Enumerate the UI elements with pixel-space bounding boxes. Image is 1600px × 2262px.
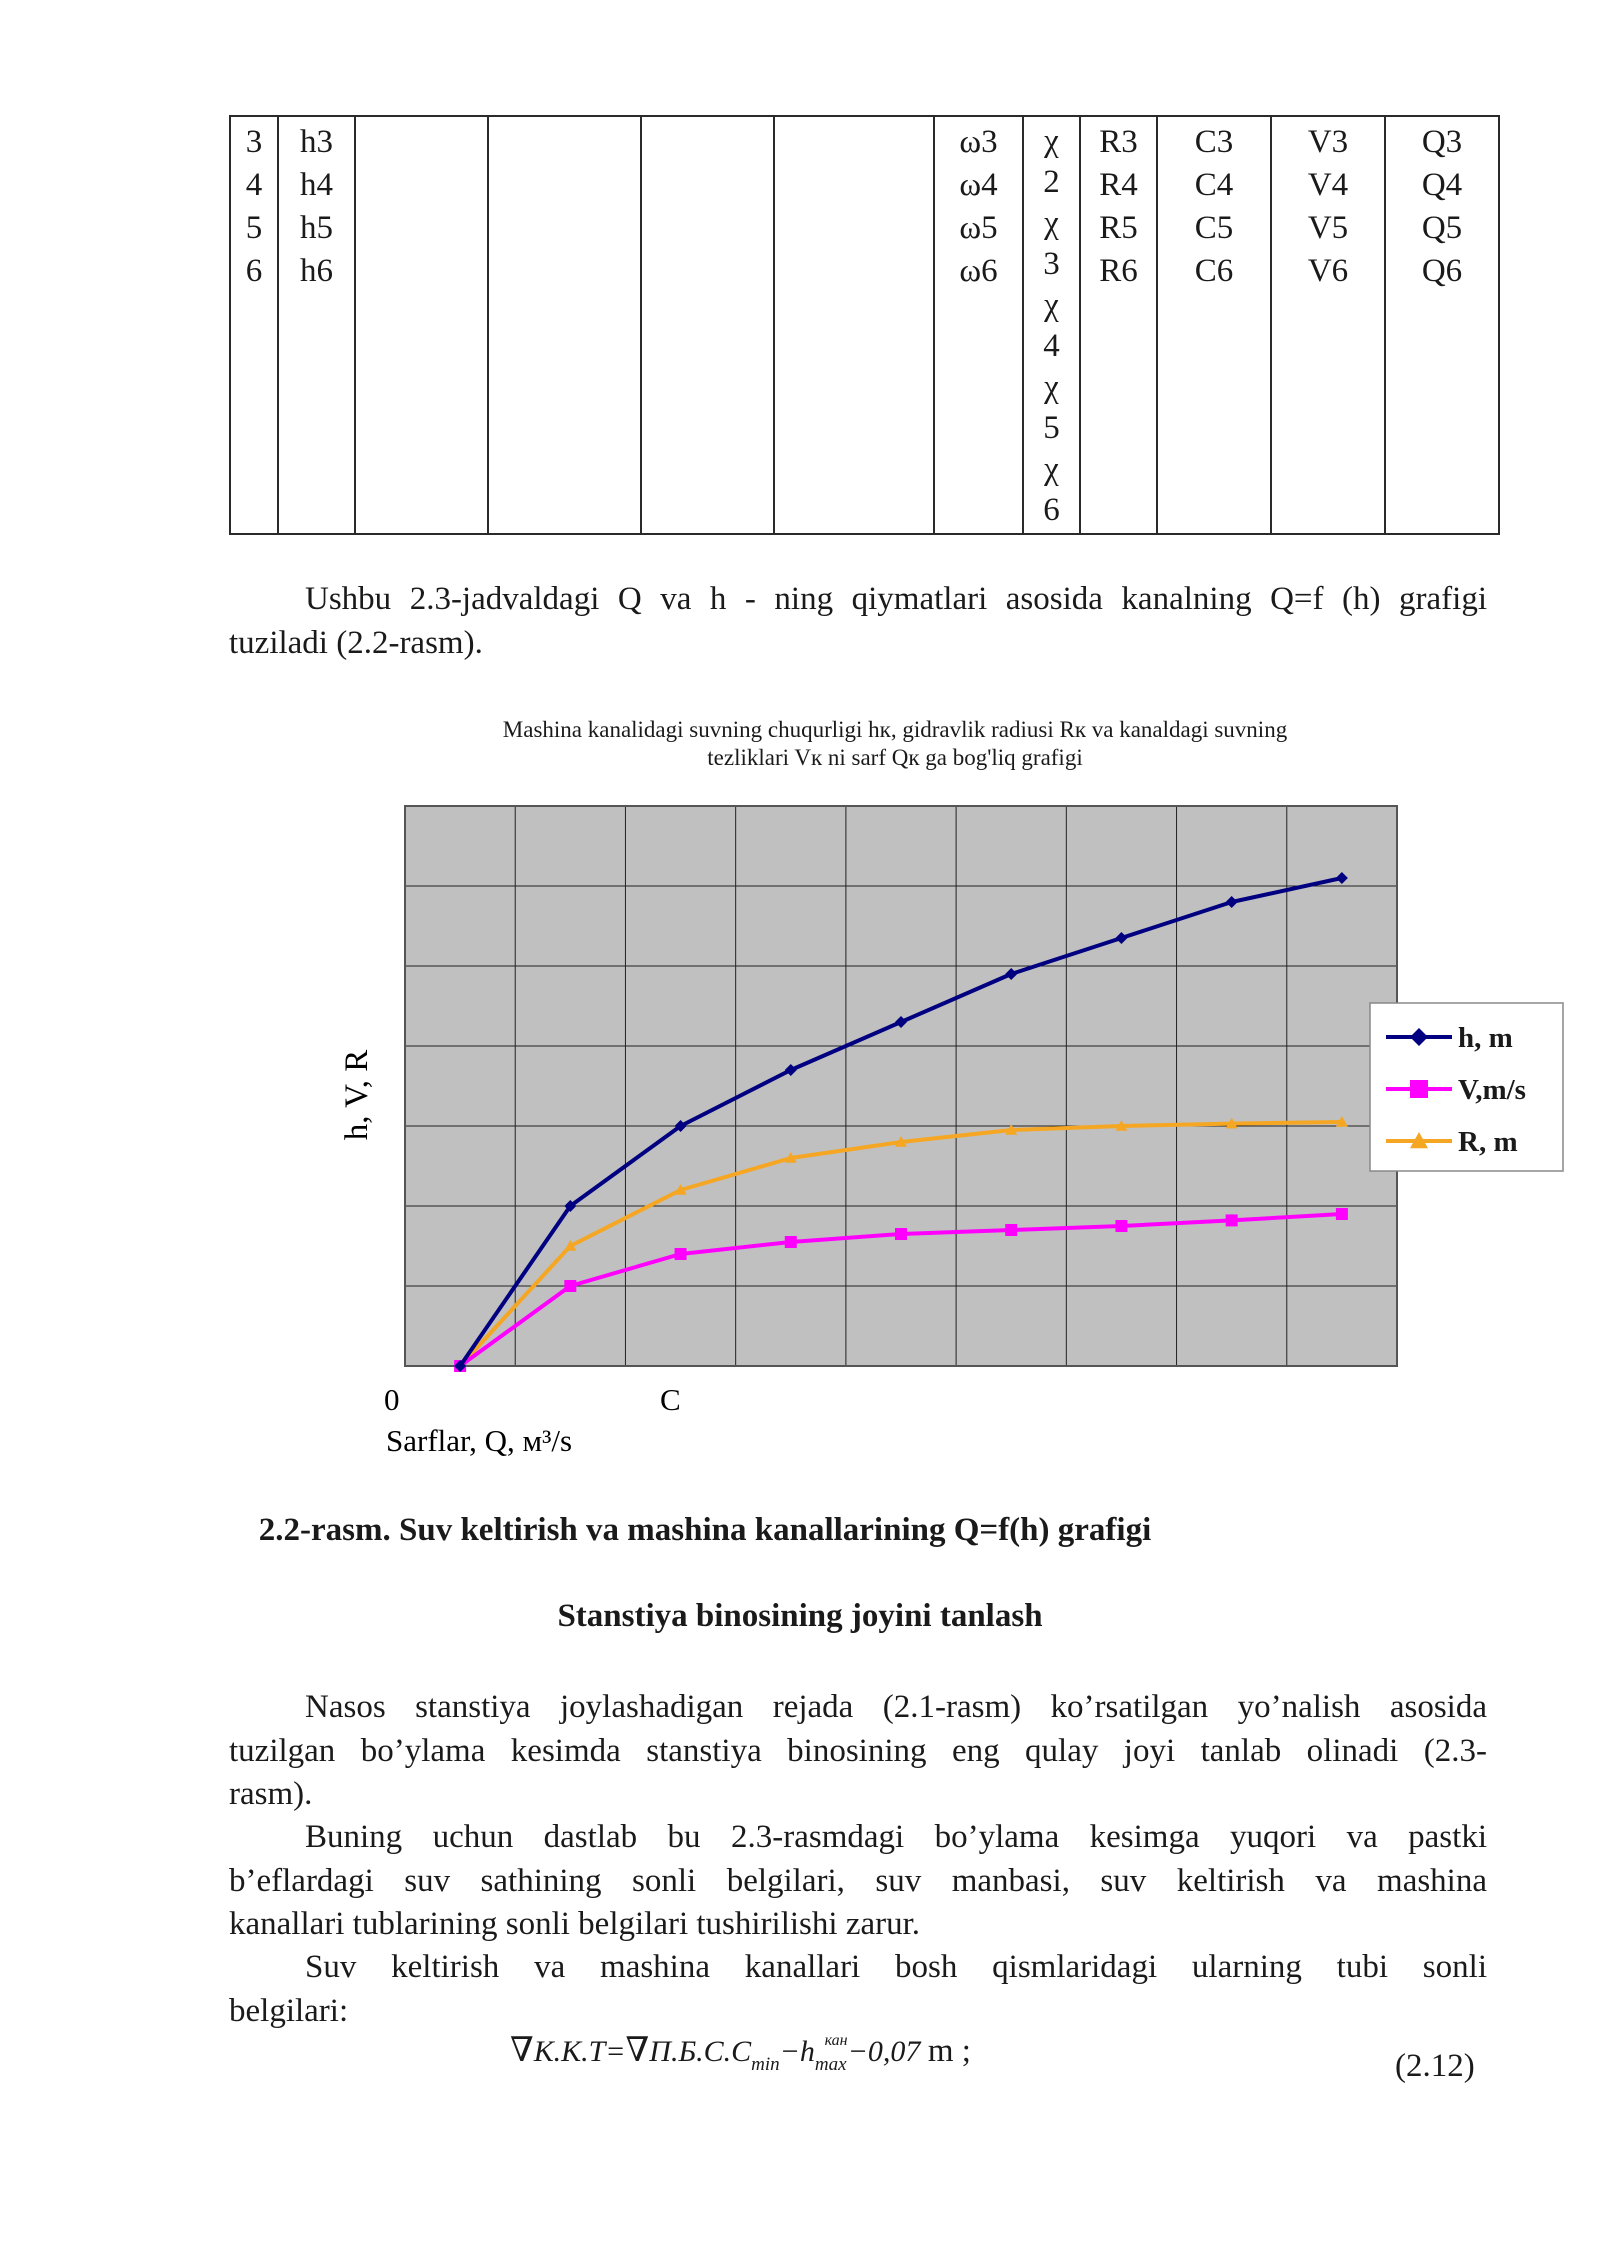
table-cell-index: 3 4 5 6 bbox=[230, 116, 278, 534]
paragraph-line: tuzilgan bo’ylama kesimda stanstiya binosining eng qulay joyi tanlab olinadi (2.3- bbox=[229, 1732, 1487, 1769]
data-point bbox=[564, 1280, 576, 1292]
equation-number: (2.12) bbox=[1395, 2048, 1475, 2084]
paragraph-line: tuziladi (2.2-rasm). bbox=[229, 624, 483, 661]
table-cell-omega: ω3 ω4 ω5 ω6 bbox=[934, 116, 1023, 534]
paragraph-location bbox=[229, 1686, 1487, 1817]
plot-area bbox=[405, 806, 1397, 1366]
paragraph-line: Nasos stanstiya joylashadigan rejada (2.1-rasm) ko’rsatilgan yo’nalish asosida bbox=[305, 1689, 1487, 1725]
chart-title-line: Mashina kanalidagi suvning chuqurligi hк, gidravlik radiusi Rк va kanaldagi suvning bbox=[502, 717, 1288, 742]
formula-lhs: К.К.Т= bbox=[533, 2035, 626, 2068]
chart-title-line: tezliklari Vк ni sarf Qк ga bog'liq grafigi bbox=[707, 745, 1083, 770]
formula-tail: −0,07 bbox=[847, 2035, 921, 2068]
paragraph-line: belgilari: bbox=[229, 1992, 349, 2029]
data-point bbox=[1226, 1214, 1238, 1226]
data-point bbox=[785, 1236, 797, 1248]
x-tick-label: C bbox=[660, 1382, 681, 1417]
paragraph-line: Ushbu 2.3-jadvaldagi Q va h - ning qiymatlari asosida kanalning Q=f (h) grafigi bbox=[305, 581, 1487, 617]
formula-superscript: кан bbox=[824, 2032, 848, 2049]
paragraph-line: Suv keltirish va mashina kanallari bosh qismlaridagi ularning tubi sonli bbox=[305, 1949, 1487, 1985]
legend-label: h, m bbox=[1458, 1022, 1513, 1054]
data-point bbox=[675, 1248, 687, 1260]
formula-unit: m ; bbox=[927, 2033, 971, 2069]
paragraph-line: rasm). bbox=[229, 1776, 313, 1812]
legend-marker bbox=[1410, 1080, 1428, 1098]
nabla-symbol: ∇ bbox=[625, 2032, 650, 2069]
table-cell-chi: χ 2 χ 3 χ 4 χ 5 χ 6 bbox=[1023, 116, 1080, 534]
paragraph-marks bbox=[229, 1816, 1487, 1947]
table-cell-h: h3 h4 h5 h6 bbox=[278, 116, 355, 534]
formula bbox=[510, 2030, 971, 2076]
legend-label: R, m bbox=[1458, 1126, 1518, 1158]
table-cell-v: V3 V4 V5 V6 bbox=[1271, 116, 1385, 534]
data-point bbox=[895, 1228, 907, 1240]
formula-h: −h bbox=[779, 2035, 815, 2068]
formula-rhs: П.Б.С.С bbox=[649, 2035, 752, 2068]
x-tick-label: 0 bbox=[384, 1382, 400, 1417]
section-heading: Stanstiya binosining joyini tanlash bbox=[557, 1598, 1043, 1634]
plot-layer bbox=[405, 806, 1397, 1372]
paragraph-canal-bottom bbox=[229, 1946, 1487, 2033]
y-axis-label: h, V, R bbox=[339, 1049, 375, 1141]
formula-subscript: min bbox=[751, 2054, 780, 2075]
data-point bbox=[1005, 1224, 1017, 1236]
nabla-symbol: ∇ bbox=[510, 2032, 534, 2069]
data-point bbox=[1115, 1220, 1127, 1232]
formula-subscript: max bbox=[814, 2054, 847, 2075]
paragraph-line: kanallari tublarining sonli belgilari tushirilishi zarur. bbox=[229, 1906, 921, 1942]
x-axis-label: Sarflar, Q, м³/s bbox=[386, 1423, 573, 1458]
paragraph-line: Buning uchun dastlab bu 2.3-rasmdagi bo’ylama kesimga yuqori va pastki bbox=[305, 1819, 1487, 1855]
data-point bbox=[1336, 1208, 1348, 1220]
legend bbox=[1370, 1003, 1563, 1171]
figure-caption: 2.2-rasm. Suv keltirish va mashina kanallarining Q=f(h) grafigi bbox=[258, 1512, 1152, 1548]
table-cell-r: R3 R4 R5 R6 bbox=[1080, 116, 1157, 534]
table-cell-c: C3 C4 C5 C6 bbox=[1157, 116, 1271, 534]
table-cell-q: Q3 Q4 Q5 Q6 bbox=[1385, 116, 1499, 534]
legend-label: V,m/s bbox=[1458, 1074, 1526, 1106]
paragraph-line: b’eflardagi suv sathining sonli belgilari, suv manbasi, suv keltirish va mashina bbox=[229, 1862, 1487, 1899]
